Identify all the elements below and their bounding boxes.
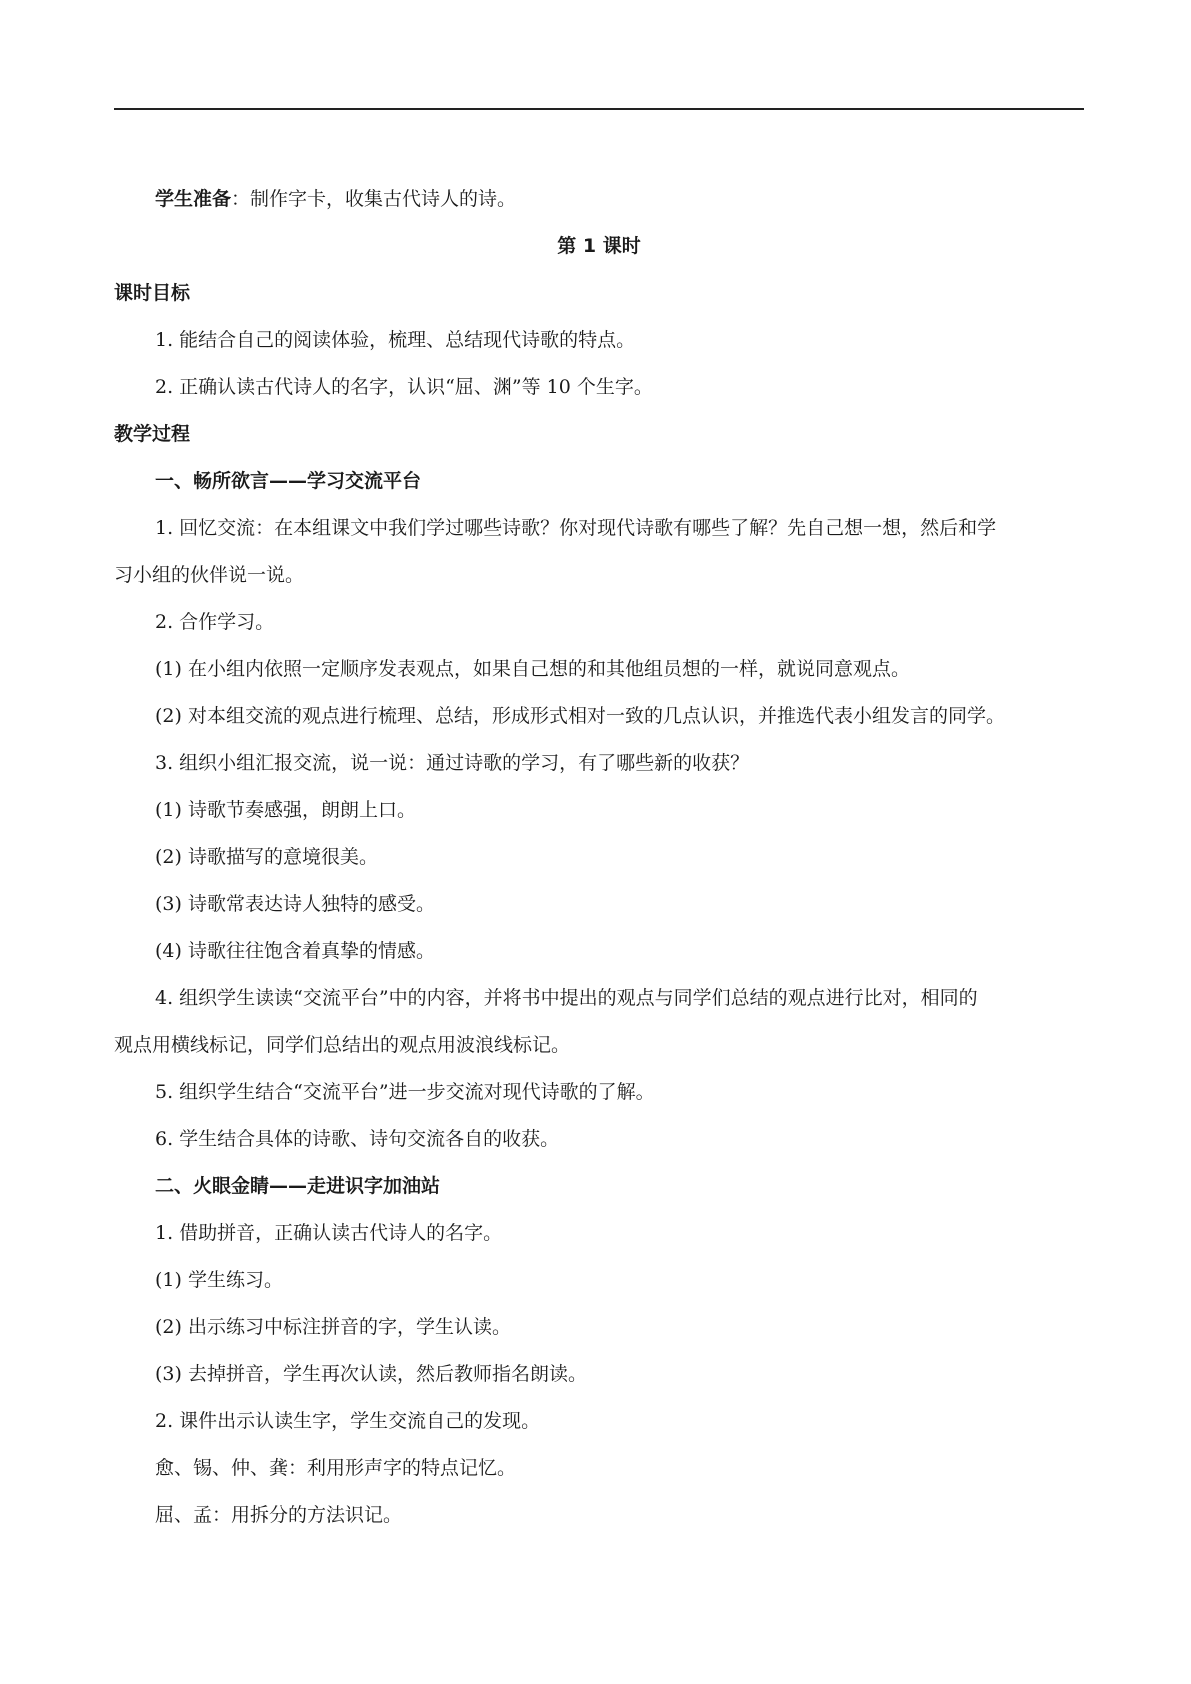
- goal-item: 1. 能结合自己的阅读体验，梳理、总结现代诗歌的特点。: [155, 329, 636, 351]
- sub-item: (2) 诗歌描写的意境很美。: [155, 846, 378, 868]
- student-prep-label: 学生准备: [155, 188, 232, 210]
- sub-item: (1) 学生练习。: [155, 1269, 283, 1291]
- student-prep-line: [114, 176, 1084, 223]
- paragraph-line: 5. 组织学生结合“交流平台”进一步交流对现代诗歌的了解。: [155, 1081, 655, 1103]
- sub-item: (1) 诗歌节奏感强，朗朗上口。: [155, 799, 416, 821]
- paragraph-line: 屈、孟：用拆分的方法识记。: [155, 1504, 403, 1526]
- paragraph-line: 3. 组织小组汇报交流，说一说：通过诗歌的学习，有了哪些新的收获？: [155, 752, 750, 774]
- paragraph-line: 4. 组织学生读读“交流平台”中的内容，并将书中提出的观点与同学们总结的观点进行比对，相同的: [155, 987, 978, 1009]
- section-heading: 二、火眼金睛——走进识字加油站: [155, 1175, 441, 1197]
- sub-item: (3) 诗歌常表达诗人独特的感受。: [155, 893, 435, 915]
- sub-item: (1) 在小组内依照一定顺序发表观点，如果自己想的和其他组员想的一样，就说同意观点。: [155, 658, 910, 680]
- section-heading: 一、畅所欲言——学习交流平台: [155, 470, 422, 492]
- goals-heading: 课时目标: [114, 282, 191, 304]
- header-rule: [114, 108, 1084, 110]
- goal-item: 2. 正确认读古代诗人的名字，认识“屈、渊”等 10 个生字。: [155, 376, 653, 398]
- paragraph-line: 习小组的伙伴说一说。: [114, 564, 305, 586]
- sub-item: (4) 诗歌往往饱含着真挚的情感。: [155, 940, 435, 962]
- sub-item: (2) 出示练习中标注拼音的字，学生认读。: [155, 1316, 511, 1338]
- document-body: [114, 176, 1084, 1539]
- paragraph-line: 1. 借助拼音，正确认读古代诗人的名字。: [155, 1222, 503, 1244]
- sub-item: (2) 对本组交流的观点进行梳理、总结，形成形式相对一致的几点认识，并推选代表小组发言的同学。: [155, 705, 1005, 727]
- student-prep-text: ：制作字卡，收集古代诗人的诗。: [231, 188, 517, 210]
- paragraph-line: 愈、锡、仲、龚：利用形声字的特点记忆。: [155, 1457, 517, 1479]
- paragraph-line: 1. 回忆交流：在本组课文中我们学过哪些诗歌？你对现代诗歌有哪些了解？先自己想一想，然后和学: [155, 517, 997, 539]
- paragraph-line: 2. 合作学习。: [155, 611, 275, 633]
- process-heading: 教学过程: [114, 423, 191, 445]
- paragraph-line: 观点用横线标记，同学们总结出的观点用波浪线标记。: [114, 1034, 571, 1056]
- lesson-title: 第 1 课时: [557, 235, 641, 257]
- paragraph-line: 6. 学生结合具体的诗歌、诗句交流各自的收获。: [155, 1128, 560, 1150]
- sub-item: (3) 去掉拼音，学生再次认读，然后教师指名朗读。: [155, 1363, 587, 1385]
- paragraph-line: 2. 课件出示认读生字，学生交流自己的发现。: [155, 1410, 541, 1432]
